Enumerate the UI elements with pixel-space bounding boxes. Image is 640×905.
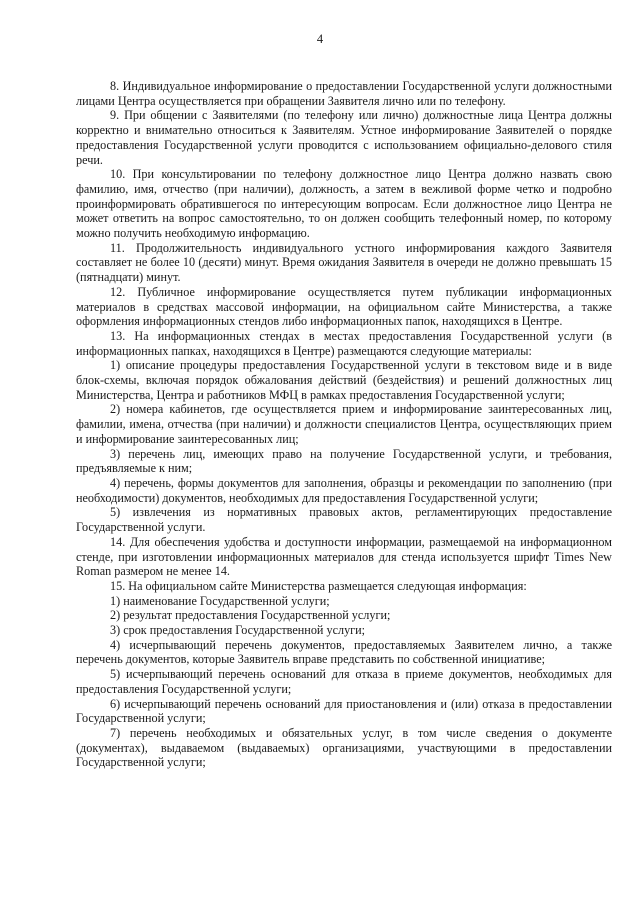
document-body <box>76 79 612 770</box>
paragraph-11: 11. Продолжительность индивидуального устного информирования каждого Заявителя составляет не более 10 (десяти) минут. Время ожидания Заявителя в очереди не должно превышать 15 (пятнадцати) минут. <box>76 240 612 285</box>
list-item-13-1: 1) описание процедуры предоставления Государственной услуги в текстовом виде и в виде блок-схемы, включая порядок обжалования действий (бездействия) и решений должностных лиц Министерства, Центра и работников МФЦ в рамках предоставления Государственной услуги; <box>76 358 612 402</box>
list-item-15-2: 2) результат предоставления Государственной услуги; <box>110 608 391 623</box>
list-item-15-6: 6) исчерпывающий перечень оснований для приостановления и (или) отказа в предоставлении Государственной услуги; <box>76 696 612 726</box>
paragraph-15: 15. На официальном сайте Министерства размещается следующая информация: <box>110 578 527 593</box>
list-item-13-5: 5) извлечения из нормативных правовых актов, регламентирующих предоставление Государственной услуги. <box>76 505 612 535</box>
list-item-15-5: 5) исчерпывающий перечень оснований для отказа в приеме документов, необходимых для предоставления Государственной услуги; <box>76 667 612 696</box>
paragraph-13: 13. На информационных стендах в местах предоставления Государственной услуги (в информационных папках, находящихся в Центре) размещаются следующие материалы: <box>76 328 612 358</box>
paragraph-9: 9. При общении с Заявителями (по телефону или лично) должностные лица Центра должны корректно и внимательно относиться к Заявителям. Устное информирование Заявителей о порядке предоставления Государственной услуги проводится с использованием официально-делового стиля речи. <box>76 108 612 167</box>
paragraph-14: 14. Для обеспечения удобства и доступности информации, размещаемой на информационном стенде, при изготовлении информационных материалов для стенда используется шрифт Times New Roman размером не менее 14. <box>76 534 612 579</box>
list-item-13-4: 4) перечень, формы документов для заполнения, образцы и рекомендации по заполнению (при необходимости) документов, необходимых для предоставления Государственной услуги; <box>76 475 612 505</box>
paragraph-12: 12. Публичное информирование осуществляется путем публикации информационных материалов в средствах массовой информации, на официальном сайте Министерства, а также оформления информационных стендов либо информационных папок, находящихся в Центре. <box>76 284 612 329</box>
paragraph-8: 8. Индивидуальное информирование о предоставлении Государственной услуги должностными лицами Центра осуществляется при обращении Заявителя лично или по телефону. <box>76 79 612 108</box>
list-item-15-7: 7) перечень необходимых и обязательных услуг, в том числе сведения о документе (документах), выдаваемом (выдаваемых) организациями, участвующими в предоставлении Государственной услуги; <box>76 725 612 770</box>
list-item-15-3: 3) срок предоставления Государственной услуги; <box>110 623 366 638</box>
page-number: 4 <box>316 32 324 46</box>
list-item-13-2: 2) номера кабинетов, где осуществляется прием и информирование заинтересованных лиц, фамилии, имена, отчества (при наличии) и должности специалистов Центра, осуществляющих прием и информирование заинтересованных лиц; <box>76 402 612 446</box>
paragraph-10: 10. При консультировании по телефону должностное лицо Центра должно назвать свою фамилию, имя, отчество (при наличии), должность, а затем в вежливой форме четко и подробно проинформировать обратившегося по интересующим вопросам. Если должностное лицо Центра не может ответить на вопрос самостоятельно, то он должен сообщить телефонный номер, по которому можно получить необходимую информацию. <box>76 167 612 241</box>
list-item-15-4: 4) исчерпывающий перечень документов, предоставляемых Заявителем лично, а также перечень документов, которые Заявитель вправе представить по собственной инициативе; <box>76 637 612 667</box>
list-item-13-3: 3) перечень лиц, имеющих право на получение Государственной услуги, и требования, предъявляемые к ним; <box>76 446 612 476</box>
list-item-15-1: 1) наименование Государственной услуги; <box>110 593 330 608</box>
